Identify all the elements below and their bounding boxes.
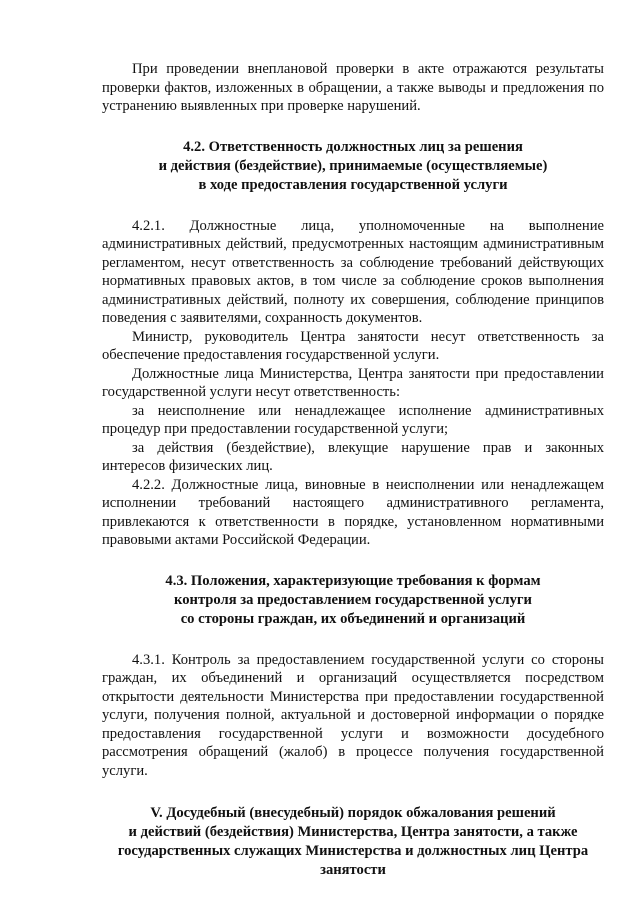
section-5-heading — [102, 804, 604, 880]
section-4-3-heading — [102, 572, 604, 629]
heading-line: V. Досудебный (внесудебный) порядок обжалования решений — [150, 805, 556, 821]
heading-line: со стороны граждан, их объединений и организаций — [180, 610, 526, 627]
paragraph-4-2-2: 4.2.2. Должностные лица, виновные в неисполнении или ненадлежащем исполнении требований настоящего административного регламента, привлекаются к ответственности в порядке, установленном нормативными правовыми актами Российской Федерации. — [102, 476, 604, 548]
paragraph-4-2-1: 4.2.1. Должностные лица, уполномоченные на выполнение административных действий, предусмотренных настоящим административным регламентом, несут ответственность за соблюдение требований действующих нормативных правовых актов, в том числе за соблюдение сроков выполнения административных действий, полноту их совершения, соблюдение принципов поведения с заявителями, сохранность документов. — [102, 217, 604, 326]
heading-line: 4.3. Положения, характеризующие требования к формам — [165, 572, 541, 589]
heading-line: и действия (бездействие), принимаемые (осуществляемые) — [158, 157, 548, 174]
heading-line: в ходе предоставления государственной услуги — [198, 176, 508, 193]
paragraph-minister-responsibility: Министр, руководитель Центра занятости несут ответственность за обеспечение предоставления государственной услуги. — [102, 328, 604, 363]
heading-line: занятости — [320, 862, 386, 878]
paragraph-officials-responsibility: Должностные лица Министерства, Центра занятости при предоставлении государственной услуги несут ответственность: — [102, 365, 604, 400]
paragraph-nonperformance: за неисполнение или ненадлежащее исполнение административных процедур при предоставлении государственной услуги; — [102, 402, 604, 437]
heading-line: 4.2. Ответственность должностных лиц за решения — [183, 138, 523, 155]
paragraph-4-3-1: 4.3.1. Контроль за предоставлением государственной услуги со стороны граждан, их объединений и организаций осуществляется посредством открытости деятельности Министерства при предоставлении государственной услуги, получения полной, актуальной и достоверной информации о порядке предоставления государственной услуги и возможности досудебного рассмотрения обращений (жалоб) в процессе получения государственной услуги. — [102, 651, 604, 779]
heading-line: государственных служащих Министерства и должностных лиц Центра — [117, 843, 589, 859]
heading-line: и действий (бездействия) Министерства, Центра занятости, а также — [128, 824, 578, 840]
heading-line: контроля за предоставлением государственной услуги — [174, 591, 532, 608]
paragraph-actions-inaction: за действия (бездействие), влекущие нарушение прав и законных интересов физических лиц. — [102, 439, 604, 474]
intro-paragraph: При проведении внеплановой проверки в акте отражаются результаты проверки фактов, изложенных в обращении, а также выводы и предложения по устранению выявленных при проверке нарушений. — [102, 61, 604, 114]
section-4-2-heading — [102, 138, 604, 195]
